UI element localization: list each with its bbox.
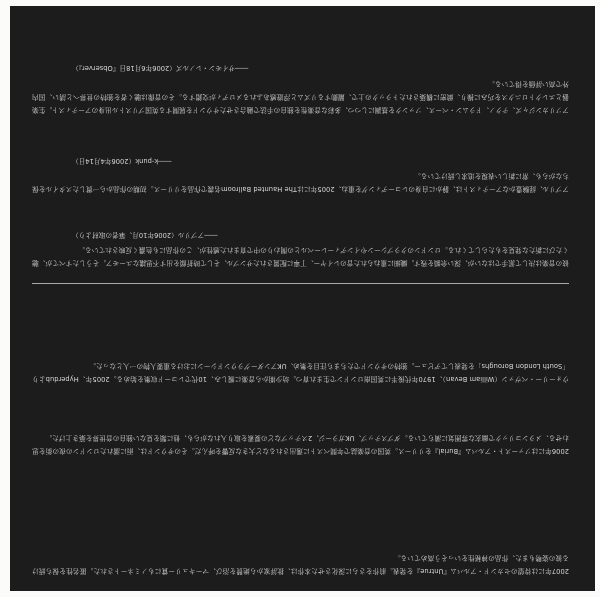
paragraph-text: 2007年には待望のセカンド・アルバム『Untrue』を発表。前作をさらに深化させた本作は、批評家から絶賛を浴び、マーキュリー賞にもノミネートされた。匿名性を保ち続ける彼の姿勢もまた、作品の神秘性をいっそう高めている。 xyxy=(32,553,569,575)
lower-paragraph-2 xyxy=(32,431,569,457)
quote-credit: ――k-punk（2006年4月14日） xyxy=(72,156,172,165)
paragraph-text: 2006年にはファースト・アルバム『Burial』をリリース。英国の音楽誌で年間ベストに選出されるなど大きな反響を呼んだ。そのサウンドは、雨に濡れたロンドンの夜の街を思わせる、メランコリックで幽玄な雰囲気に満ちている。ダブステップ、UKガラージ、2ステップなどの要素を取り入れながらも、他に類を見ない独自の音世界を築き上げた。 xyxy=(32,433,569,455)
quote-credit: ――サイモン・レノルズ（2006年6月18日『Observer』） xyxy=(72,64,249,73)
quote-block-3 xyxy=(32,228,569,269)
lower-paragraph-3 xyxy=(32,359,569,385)
quote-block-2 xyxy=(32,154,569,195)
section-divider xyxy=(32,283,569,284)
quote-credit: ――アブリル（2006年10月、筆者の取材より） xyxy=(72,230,218,239)
paragraph-text: アフリカンジャズ、テクノ、ドラムン・ベース、ファンクを基調にしつつ、多彩な音楽性を独自の手法で融合させたサウンドを展開する英国ブリストル出身のアーティスト。生楽器とエレクトロニクスを巧みに操り、緻密に構築されたトラックの上で、躍動するリズムと浮遊感あふれるメロディが交錯する。その音像は聴く者を独特の世界へと誘い、国内外で高い評価を得ている。 xyxy=(32,79,569,114)
lower-paragraph-1 xyxy=(32,551,569,577)
liner-notes-page xyxy=(10,6,595,591)
quote-block-1 xyxy=(32,61,569,116)
paragraph-text: ウォーリー・ベヴァン（William Bevan）、1970年代後半に英国南ロンドンで生まれ育つ。幼少期から音楽に親しみ、10代でレコード収集を始める。2005年、Hyperdubより「South London Boroughs」を発表してデビュー。独特のサウンドでたちまち注目を集め、UKアンダーグラウンドシーンにおける重要人物の一人となった。 xyxy=(32,361,569,383)
paragraph-text: 彼の音楽は決して派手ではないが、深い余韻を残す。繊細に重ねられた音のレイヤー、丁寧に配置されたサンプル、そして時折顔を出す不思議なユーモア。そうしたすべてが、聴くたびに新たな発見をもたらしてくれる。ロンドンのクラブシーンやインディーレーベルとの関わりの中で育まれた感性が、この作品にも色濃く反映されている。 xyxy=(32,245,569,267)
paragraph-text: アブリル、経験豊かなアーティストは、静かに自身のレコーディングを重ね、2005年にはThe Haunted Ballroom名義で作品をリリース。初期の作品から一貫したスタイルを保ちながらも、常に新しい表現を追求し続けている。 xyxy=(32,171,569,193)
